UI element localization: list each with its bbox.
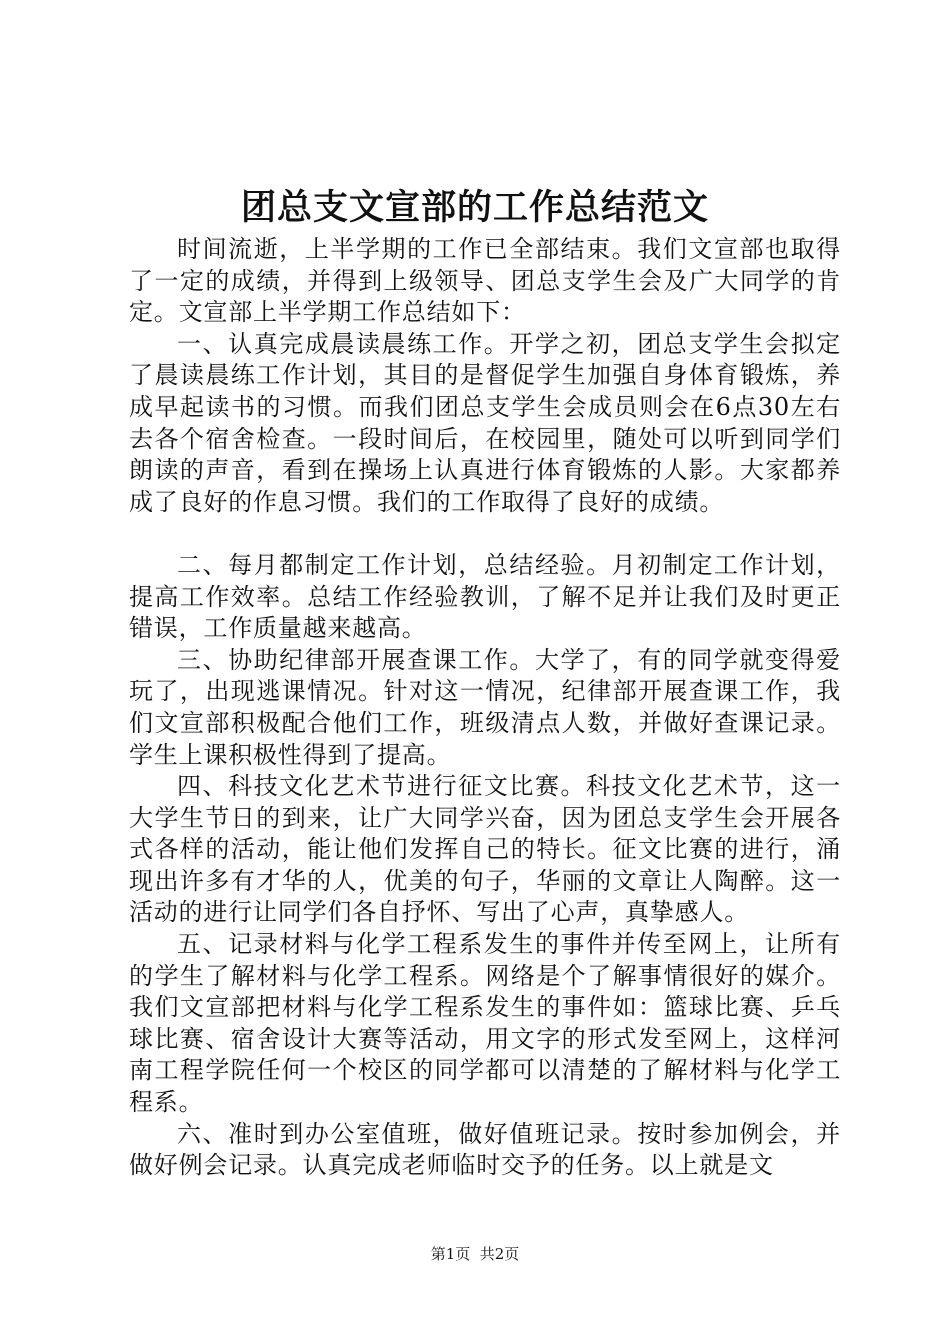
paragraph-item-5: 五、记录材料与化学工程系发生的事件并传至网上，让所有的学生了解材料与化学工程系。网络是个了解事情很好的媒介。我们文宣部把材料与化学工程系发生的事件如：篮球比赛、乒乓球比赛、宿舍设计大赛等活动，用文字的形式发至网上，这样河南工程学院任何一个校区的同学都可以清楚的了解材料与化学工程系。 <box>129 930 841 1117</box>
paragraph-item-2: 二、每月都制定工作计划，总结经验。月初制定工作计划，提高工作效率。总结工作经验教训，了解不足并让我们及时更正错误，工作质量越来越高。 <box>129 550 841 643</box>
page-number-label: 第1页 共2页 <box>430 1245 520 1263</box>
document-title: 团总支文宣部的工作总结范文 <box>240 187 709 228</box>
paragraph-intro: 时间流逝，上半学期的工作已全部结束。我们文宣部也取得了一定的成绩，并得到上级领导、团总支学生会及广大同学的肯定。文宣部上半学期工作总结如下： <box>129 235 841 327</box>
paragraph-item-3: 三、协助纪律部开展查课工作。大学了，有的同学就变得爱玩了，出现逃课情况。针对这一情况，纪律部开展查课工作，我们文宣部积极配合他们工作，班级清点人数，并做好查课记录。学生上课积极性得到了提高。 <box>129 645 841 769</box>
paragraph-item-1: 一、认真完成晨读晨练工作。开学之初，团总支学生会拟定了晨读晨练工作计划，其目的是督促学生加强自身体育锻炼，养成早起读书的习惯。而我们团总支学生会成员则会在6点30左右去各个宿舍检查。一段时间后，在校园里，随处可以听到同学们朗读的声音，看到在操场上认真进行体育锻炼的人影。大家都养成了良好的作息习惯。我们的工作取得了良好的成绩。 <box>129 329 841 516</box>
page-footer <box>0 1244 950 1264</box>
document-body <box>129 234 841 1182</box>
paragraph-item-6: 六、准时到办公室值班，做好值班记录。按时参加例会，并做好例会记录。认真完成老师临时交予的任务。以上就是文 <box>129 1119 841 1180</box>
paragraph-spacer <box>129 518 841 550</box>
paragraph-item-4: 四、科技文化艺术节进行征文比赛。科技文化艺术节，这一大学生节日的到来，让广大同学兴奋，因为团总支学生会开展各式各样的活动，能让他们发挥自己的特长。征文比赛的进行，涌现出许多有才华的人，优美的句子，华丽的文章让人陶醉。这一活动的进行让同学们各自抒怀、写出了心声，真挚感人。 <box>129 772 841 927</box>
